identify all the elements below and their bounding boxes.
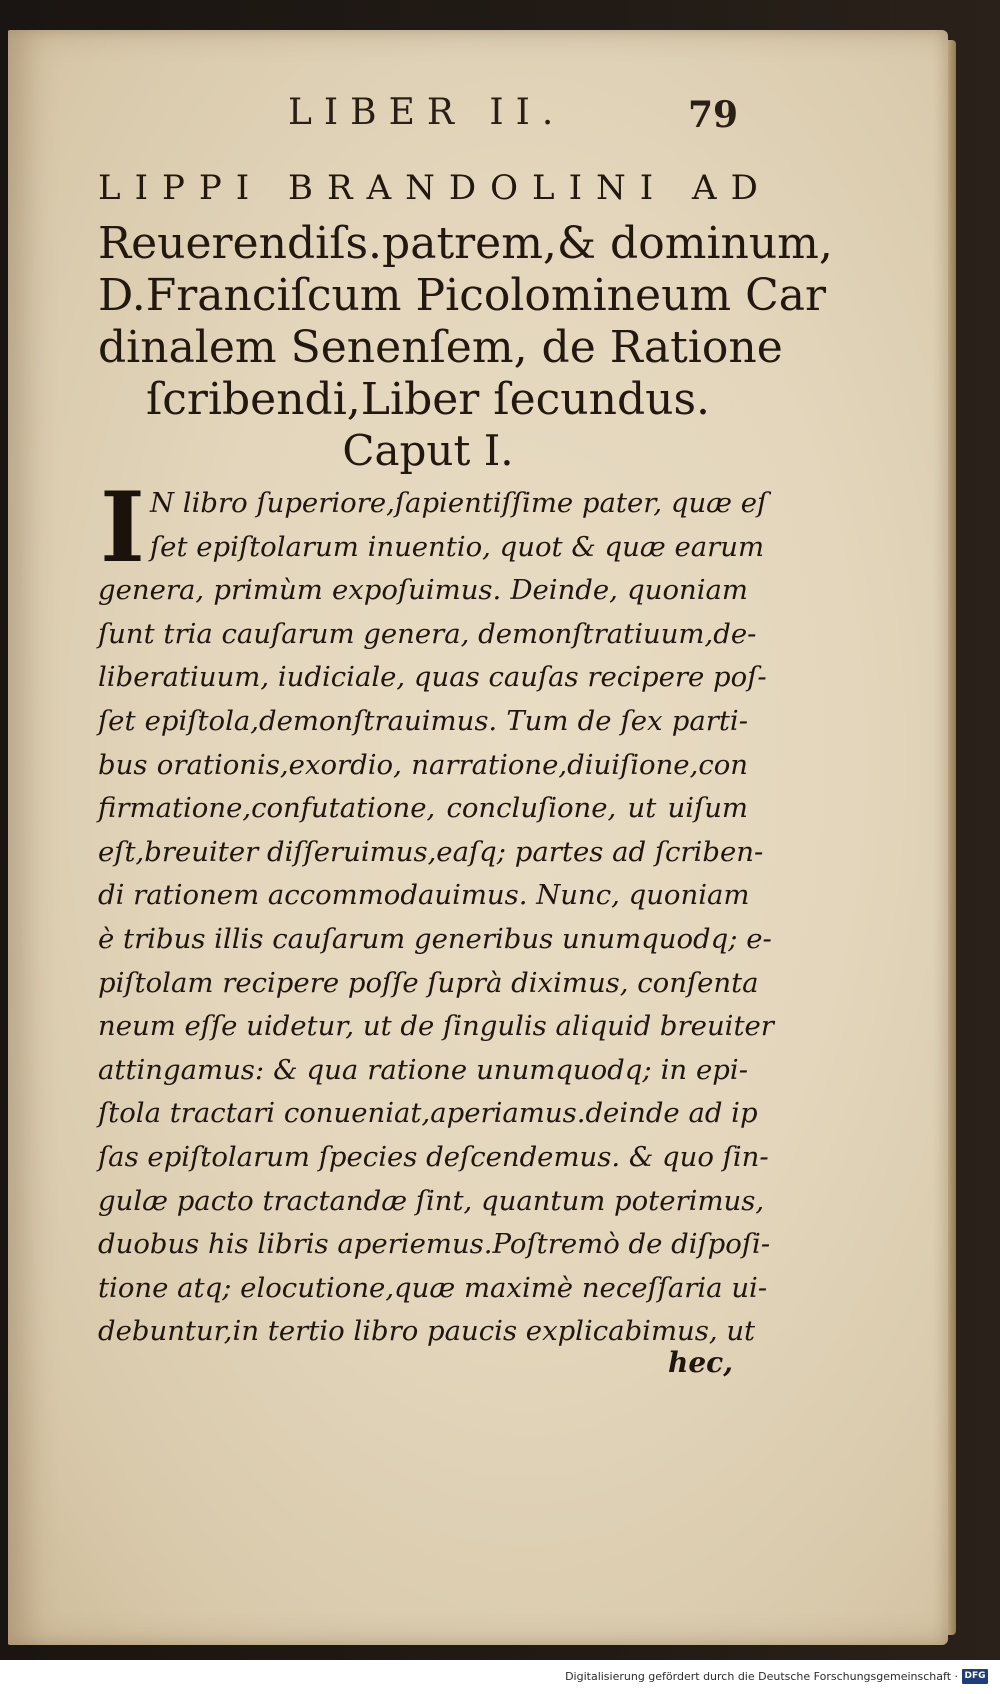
title-line-3: D.Franciſcum Picolomineum Car: [98, 270, 827, 321]
body-line: eſt,breuiter diſſeruimus,eaſq; partes ad ſcriben-: [98, 835, 764, 868]
title-line-4: dinalem Senenſem, de Ratione: [98, 322, 783, 373]
page-edge: [948, 40, 956, 1635]
book-page: [8, 30, 948, 1645]
catchword: hec,: [668, 1346, 733, 1379]
body-line: firmatione,confutatione, concluſione, ut uiſum: [98, 792, 748, 825]
body-text: [98, 471, 774, 1354]
body-line: neum eſſe uidetur, ut de ſingulis aliquid breuiter: [98, 1010, 774, 1043]
drop-cap: I: [100, 471, 145, 584]
body-line: di rationem accommodauimus. Nunc, quoniam: [98, 879, 750, 912]
body-line: gulæ pacto tractandæ ſint, quantum poterimus,: [98, 1184, 765, 1217]
dfg-logo: DFG: [962, 1669, 988, 1684]
title-line-2: Reuerendiſs.patrem,& dominum,: [98, 218, 833, 269]
body-line: ſas epiſtolarum ſpecies deſcendemus. & quo ſin-: [98, 1140, 769, 1173]
chapter-heading: Caput I.: [342, 426, 514, 475]
body-line: duobus his libris aperiemus.Poſtremò de diſpoſi-: [98, 1228, 771, 1261]
body-line: è tribus illis cauſarum generibus unumquodq; e-: [98, 922, 772, 955]
body-line: genera, primùm expoſuimus. Deinde, quoniam: [98, 574, 748, 607]
body-line: piſtolam recipere poſſe ſuprà diximus, conſenta: [98, 966, 759, 999]
body-line: liberatiuum, iudiciale, quas cauſas recipere poſ-: [98, 661, 767, 694]
body-line: N libro ſuperiore,ſapientiſſime pater, quæ eſ: [150, 487, 768, 519]
body-line: debuntur,in tertio libro paucis explicabimus, ut: [98, 1315, 756, 1348]
page-text-block: [8, 30, 948, 1645]
body-line: ſet epiſtola,demonſtrauimus. Tum de ſex parti-: [98, 704, 748, 737]
title-line-1: LIPPI BRANDOLINI AD: [98, 168, 772, 208]
title-line-5: ſcribendi,Liber ſecundus.: [145, 374, 711, 425]
page-number: 79: [688, 94, 739, 136]
body-line: ſtola tractari conueniat,aperiamus.deinde ad ip: [98, 1097, 758, 1130]
body-line: ſet epiſtolarum inuentio, quot & quæ earum: [150, 530, 765, 563]
body-line: attingamus: & qua ratione unumquodq; in epi-: [98, 1053, 748, 1086]
credit-bar: [0, 1666, 1000, 1690]
body-line: tione atq; elocutione,quæ maximè neceſſaria ui-: [98, 1271, 768, 1304]
body-line: bus orationis,exordio, narratione,diuiſione,con: [98, 748, 748, 781]
funding-credit: Digitalisierung gefördert durch die Deutsche Forschungsgemeinschaft ·: [565, 1670, 958, 1683]
body-line: ſunt tria cauſarum genera, demonſtratiuum,de-: [98, 617, 757, 650]
running-head: LIBER II.: [288, 92, 566, 133]
